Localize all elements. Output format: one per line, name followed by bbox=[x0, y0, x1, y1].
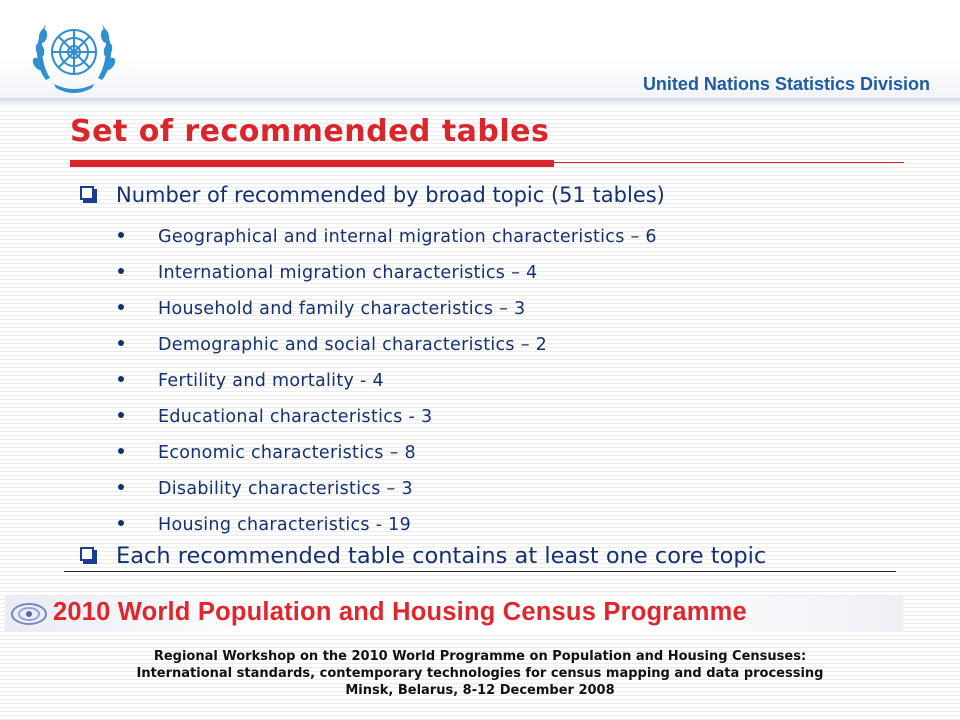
bullet-dot-icon bbox=[118, 448, 124, 454]
list-item bbox=[118, 258, 657, 294]
header-band bbox=[0, 98, 960, 108]
list-item-text: Demographic and social characteristics – 2 bbox=[158, 335, 548, 355]
footer-line: Minsk, Belarus, 8-12 December 2008 bbox=[345, 683, 615, 698]
list-item bbox=[118, 330, 657, 366]
division-name: United Nations Statistics Division bbox=[642, 74, 930, 94]
bullet-dot-icon bbox=[118, 268, 124, 274]
list-item bbox=[118, 402, 657, 438]
workshop-footer bbox=[0, 648, 960, 699]
list-item-text: Housing characteristics - 19 bbox=[158, 515, 412, 535]
list-item bbox=[118, 222, 657, 258]
list-item-text: Educational characteristics - 3 bbox=[158, 407, 433, 427]
list-item-text: Household and family characteristics – 3 bbox=[158, 299, 526, 319]
bullet-dot-icon bbox=[118, 232, 124, 238]
square-bullet-icon bbox=[80, 186, 94, 200]
topic-list bbox=[118, 222, 657, 546]
list-item-text: Fertility and mortality - 4 bbox=[158, 371, 384, 391]
content-divider bbox=[64, 571, 896, 572]
list-item-text: Economic characteristics – 8 bbox=[158, 443, 416, 463]
bullet-dot-icon bbox=[118, 376, 124, 382]
list-item bbox=[118, 474, 657, 510]
bullet-dot-icon bbox=[118, 412, 124, 418]
un-emblem-icon bbox=[24, 10, 124, 100]
banner-title: 2010 World Population and Housing Census Programme bbox=[53, 598, 747, 626]
globe-swirl-icon bbox=[9, 600, 51, 628]
footer-line: Regional Workshop on the 2010 World Programme on Population and Housing Censuses: bbox=[153, 649, 807, 664]
list-item bbox=[118, 366, 657, 402]
list-item bbox=[118, 438, 657, 474]
bullet-dot-icon bbox=[118, 484, 124, 490]
title-underline-accent bbox=[70, 160, 554, 167]
main-bullet-core-topic bbox=[80, 543, 766, 569]
census-programme-banner bbox=[5, 596, 903, 632]
bullet-dot-icon bbox=[118, 304, 124, 310]
bullet-dot-icon bbox=[118, 520, 124, 526]
slide-title: Set of recommended tables bbox=[70, 114, 550, 149]
main-bullet-text: Each recommended table contains at least one core topic bbox=[116, 543, 767, 569]
footer-line: International standards, contemporary technologies for census mapping and data processing bbox=[136, 666, 824, 681]
list-item-text: Geographical and internal migration characteristics – 6 bbox=[158, 227, 657, 247]
main-bullet-text: Number of recommended by broad topic (51 tables) bbox=[116, 183, 665, 207]
bullet-dot-icon bbox=[118, 340, 124, 346]
slide-header bbox=[0, 0, 960, 108]
list-item-text: International migration characteristics – 4 bbox=[158, 263, 538, 283]
square-bullet-icon bbox=[80, 547, 94, 561]
main-bullet-topics bbox=[80, 183, 665, 207]
list-item-text: Disability characteristics – 3 bbox=[158, 479, 413, 499]
list-item bbox=[118, 510, 657, 546]
list-item bbox=[118, 294, 657, 330]
